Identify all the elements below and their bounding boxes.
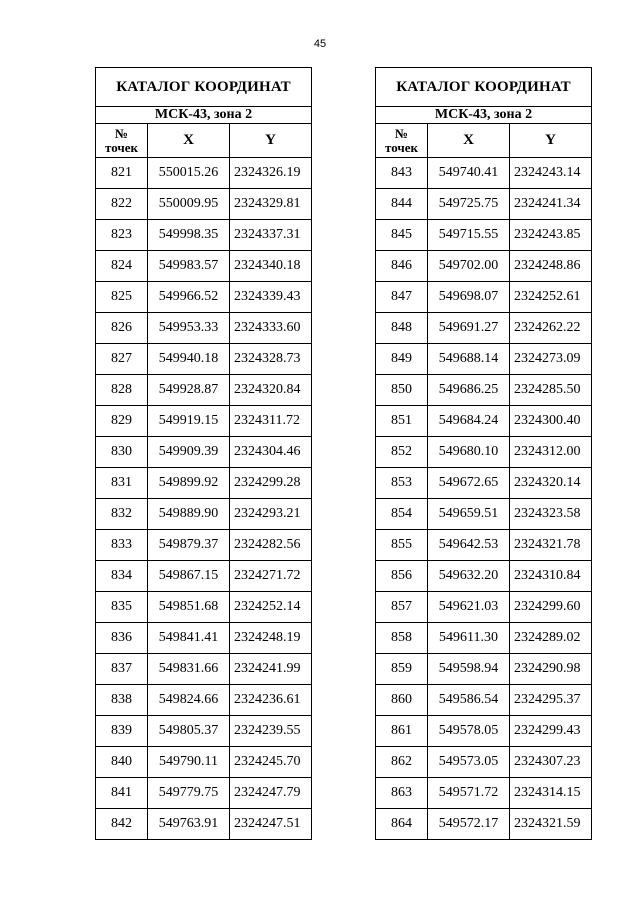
point-number-cell: 837 <box>96 654 148 685</box>
x-coordinate-cell: 549578.05 <box>428 716 510 747</box>
point-number-cell: 858 <box>376 623 428 654</box>
point-number-cell: 851 <box>376 406 428 437</box>
point-number-cell: 825 <box>96 282 148 313</box>
table-row <box>96 158 312 189</box>
table-row <box>96 251 312 282</box>
point-number-cell: 852 <box>376 437 428 468</box>
x-coordinate-cell: 549571.72 <box>428 778 510 809</box>
table-row <box>96 809 312 840</box>
table-row <box>96 654 312 685</box>
number-sign: № <box>114 125 129 141</box>
point-number-cell: 829 <box>96 406 148 437</box>
y-column-header: Y <box>510 124 592 158</box>
y-coordinate-cell: 2324299.60 <box>510 592 592 623</box>
y-coordinate-cell: 2324329.81 <box>230 189 312 220</box>
x-coordinate-cell: 549715.55 <box>428 220 510 251</box>
y-coordinate-cell: 2324245.70 <box>230 747 312 778</box>
point-number-cell: 835 <box>96 592 148 623</box>
table-row <box>376 220 592 251</box>
y-coordinate-cell: 2324311.72 <box>230 406 312 437</box>
y-coordinate-cell: 2324243.14 <box>510 158 592 189</box>
table-row <box>96 530 312 561</box>
table-row <box>376 251 592 282</box>
point-number-cell: 838 <box>96 685 148 716</box>
x-coordinate-cell: 549598.94 <box>428 654 510 685</box>
table-row <box>376 530 592 561</box>
x-coordinate-cell: 549586.54 <box>428 685 510 716</box>
coordinate-catalog-table-left <box>95 67 312 840</box>
y-coordinate-cell: 2324310.84 <box>510 561 592 592</box>
table-row <box>96 716 312 747</box>
y-coordinate-cell: 2324285.50 <box>510 375 592 406</box>
table-row <box>96 344 312 375</box>
point-number-cell: 856 <box>376 561 428 592</box>
point-number-cell: 855 <box>376 530 428 561</box>
table-row <box>376 499 592 530</box>
x-coordinate-cell: 549672.65 <box>428 468 510 499</box>
x-coordinate-cell: 550015.26 <box>148 158 230 189</box>
catalog-subtitle: МСК-43, зона 2 <box>376 107 592 124</box>
point-number-cell: 854 <box>376 499 428 530</box>
point-number-cell: 853 <box>376 468 428 499</box>
y-coordinate-cell: 2324320.14 <box>510 468 592 499</box>
y-coordinate-cell: 2324271.72 <box>230 561 312 592</box>
y-coordinate-cell: 2324314.15 <box>510 778 592 809</box>
table-row <box>96 685 312 716</box>
x-coordinate-cell: 549779.75 <box>148 778 230 809</box>
point-number-cell: 845 <box>376 220 428 251</box>
table-row <box>376 747 592 778</box>
table-body-left <box>96 158 312 840</box>
point-number-cell: 864 <box>376 809 428 840</box>
x-coordinate-cell: 549763.91 <box>148 809 230 840</box>
x-coordinate-cell: 549824.66 <box>148 685 230 716</box>
x-coordinate-cell: 549851.68 <box>148 592 230 623</box>
x-coordinate-cell: 549642.53 <box>428 530 510 561</box>
y-coordinate-cell: 2324337.31 <box>230 220 312 251</box>
table-row <box>376 437 592 468</box>
x-coordinate-cell: 549899.92 <box>148 468 230 499</box>
table-row <box>376 158 592 189</box>
table-row <box>96 220 312 251</box>
y-coordinate-cell: 2324252.14 <box>230 592 312 623</box>
y-coordinate-cell: 2324326.19 <box>230 158 312 189</box>
x-coordinate-cell: 549790.11 <box>148 747 230 778</box>
coordinate-catalog-table-right <box>375 67 592 840</box>
y-coordinate-cell: 2324312.00 <box>510 437 592 468</box>
x-coordinate-cell: 549611.30 <box>428 623 510 654</box>
point-number-cell: 844 <box>376 189 428 220</box>
point-number-cell: 841 <box>96 778 148 809</box>
y-coordinate-cell: 2324282.56 <box>230 530 312 561</box>
y-coordinate-cell: 2324248.19 <box>230 623 312 654</box>
x-coordinate-cell: 549953.33 <box>148 313 230 344</box>
y-coordinate-cell: 2324321.59 <box>510 809 592 840</box>
x-coordinate-cell: 549909.39 <box>148 437 230 468</box>
x-coordinate-cell: 549919.15 <box>148 406 230 437</box>
table-row <box>96 778 312 809</box>
y-coordinate-cell: 2324293.21 <box>230 499 312 530</box>
x-coordinate-cell: 549940.18 <box>148 344 230 375</box>
point-number-cell: 823 <box>96 220 148 251</box>
x-coordinate-cell: 549725.75 <box>428 189 510 220</box>
point-number-cell: 832 <box>96 499 148 530</box>
x-coordinate-cell: 549998.35 <box>148 220 230 251</box>
point-number-cell: 821 <box>96 158 148 189</box>
point-number-cell: 848 <box>376 313 428 344</box>
point-number-cell: 843 <box>376 158 428 189</box>
point-number-cell: 831 <box>96 468 148 499</box>
point-number-cell: 862 <box>376 747 428 778</box>
y-coordinate-cell: 2324290.98 <box>510 654 592 685</box>
table-row <box>376 654 592 685</box>
y-coordinate-cell: 2324321.78 <box>510 530 592 561</box>
y-coordinate-cell: 2324252.61 <box>510 282 592 313</box>
x-coordinate-cell: 549740.41 <box>428 158 510 189</box>
y-coordinate-cell: 2324295.37 <box>510 685 592 716</box>
point-number-cell: 840 <box>96 747 148 778</box>
point-number-cell: 822 <box>96 189 148 220</box>
point-number-cell: 850 <box>376 375 428 406</box>
point-number-cell: 860 <box>376 685 428 716</box>
x-coordinate-cell: 549659.51 <box>428 499 510 530</box>
table-row <box>376 189 592 220</box>
point-number-cell: 842 <box>96 809 148 840</box>
y-coordinate-cell: 2324243.85 <box>510 220 592 251</box>
table-row <box>96 282 312 313</box>
table-row <box>376 623 592 654</box>
x-coordinate-cell: 549983.57 <box>148 251 230 282</box>
x-coordinate-cell: 549879.37 <box>148 530 230 561</box>
x-coordinate-cell: 549688.14 <box>428 344 510 375</box>
point-number-cell: 834 <box>96 561 148 592</box>
x-coordinate-cell: 549698.07 <box>428 282 510 313</box>
x-coordinate-cell: 549691.27 <box>428 313 510 344</box>
y-coordinate-cell: 2324289.02 <box>510 623 592 654</box>
point-number-header <box>376 124 428 158</box>
table-row <box>376 716 592 747</box>
x-column-header: X <box>428 124 510 158</box>
table-row <box>376 344 592 375</box>
y-coordinate-cell: 2324241.99 <box>230 654 312 685</box>
x-coordinate-cell: 549572.17 <box>428 809 510 840</box>
table-row <box>376 809 592 840</box>
y-coordinate-cell: 2324262.22 <box>510 313 592 344</box>
x-coordinate-cell: 549831.66 <box>148 654 230 685</box>
x-column-header: X <box>148 124 230 158</box>
x-coordinate-cell: 549684.24 <box>428 406 510 437</box>
table-row <box>376 406 592 437</box>
point-number-cell: 830 <box>96 437 148 468</box>
table-row <box>376 592 592 623</box>
point-number-cell: 839 <box>96 716 148 747</box>
table-row <box>96 313 312 344</box>
point-number-cell: 846 <box>376 251 428 282</box>
x-coordinate-cell: 549966.52 <box>148 282 230 313</box>
table-row <box>376 313 592 344</box>
point-number-cell: 824 <box>96 251 148 282</box>
y-coordinate-cell: 2324340.18 <box>230 251 312 282</box>
points-word: точек <box>385 139 418 155</box>
point-number-cell: 833 <box>96 530 148 561</box>
x-coordinate-cell: 549928.87 <box>148 375 230 406</box>
table-row <box>376 778 592 809</box>
y-coordinate-cell: 2324328.73 <box>230 344 312 375</box>
points-word: точек <box>105 139 138 155</box>
table-row <box>96 375 312 406</box>
x-coordinate-cell: 549632.20 <box>428 561 510 592</box>
table-row <box>96 189 312 220</box>
table-row <box>96 623 312 654</box>
x-coordinate-cell: 549867.15 <box>148 561 230 592</box>
y-coordinate-cell: 2324273.09 <box>510 344 592 375</box>
x-coordinate-cell: 550009.95 <box>148 189 230 220</box>
table-row <box>376 685 592 716</box>
point-number-cell: 861 <box>376 716 428 747</box>
point-number-cell: 828 <box>96 375 148 406</box>
y-coordinate-cell: 2324333.60 <box>230 313 312 344</box>
catalog-title: КАТАЛОГ КООРДИНАТ <box>376 68 592 107</box>
x-coordinate-cell: 549621.03 <box>428 592 510 623</box>
number-sign: № <box>394 125 409 141</box>
point-number-cell: 849 <box>376 344 428 375</box>
point-number-cell: 826 <box>96 313 148 344</box>
point-number-cell: 827 <box>96 344 148 375</box>
table-row <box>376 282 592 313</box>
y-coordinate-cell: 2324241.34 <box>510 189 592 220</box>
point-number-cell: 863 <box>376 778 428 809</box>
catalog-title: КАТАЛОГ КООРДИНАТ <box>96 68 312 107</box>
x-coordinate-cell: 549686.25 <box>428 375 510 406</box>
y-column-header: Y <box>230 124 312 158</box>
x-coordinate-cell: 549680.10 <box>428 437 510 468</box>
y-coordinate-cell: 2324248.86 <box>510 251 592 282</box>
catalog-subtitle: МСК-43, зона 2 <box>96 107 312 124</box>
table-body-right <box>376 158 592 840</box>
y-coordinate-cell: 2324236.61 <box>230 685 312 716</box>
table-row <box>376 468 592 499</box>
y-coordinate-cell: 2324323.58 <box>510 499 592 530</box>
x-coordinate-cell: 549841.41 <box>148 623 230 654</box>
y-coordinate-cell: 2324247.51 <box>230 809 312 840</box>
x-coordinate-cell: 549702.00 <box>428 251 510 282</box>
table-row <box>96 437 312 468</box>
y-coordinate-cell: 2324307.23 <box>510 747 592 778</box>
table-row <box>96 592 312 623</box>
x-coordinate-cell: 549889.90 <box>148 499 230 530</box>
point-number-cell: 836 <box>96 623 148 654</box>
table-row <box>96 406 312 437</box>
table-row <box>96 561 312 592</box>
y-coordinate-cell: 2324300.40 <box>510 406 592 437</box>
y-coordinate-cell: 2324320.84 <box>230 375 312 406</box>
table-row <box>96 747 312 778</box>
y-coordinate-cell: 2324299.43 <box>510 716 592 747</box>
y-coordinate-cell: 2324299.28 <box>230 468 312 499</box>
point-number-cell: 859 <box>376 654 428 685</box>
table-row <box>376 375 592 406</box>
y-coordinate-cell: 2324239.55 <box>230 716 312 747</box>
point-number-cell: 847 <box>376 282 428 313</box>
point-number-header <box>96 124 148 158</box>
table-row <box>376 561 592 592</box>
table-row <box>96 468 312 499</box>
y-coordinate-cell: 2324339.43 <box>230 282 312 313</box>
point-number-cell: 857 <box>376 592 428 623</box>
page-number: 45 <box>313 38 327 50</box>
x-coordinate-cell: 549573.05 <box>428 747 510 778</box>
x-coordinate-cell: 549805.37 <box>148 716 230 747</box>
table-row <box>96 499 312 530</box>
y-coordinate-cell: 2324304.46 <box>230 437 312 468</box>
y-coordinate-cell: 2324247.79 <box>230 778 312 809</box>
